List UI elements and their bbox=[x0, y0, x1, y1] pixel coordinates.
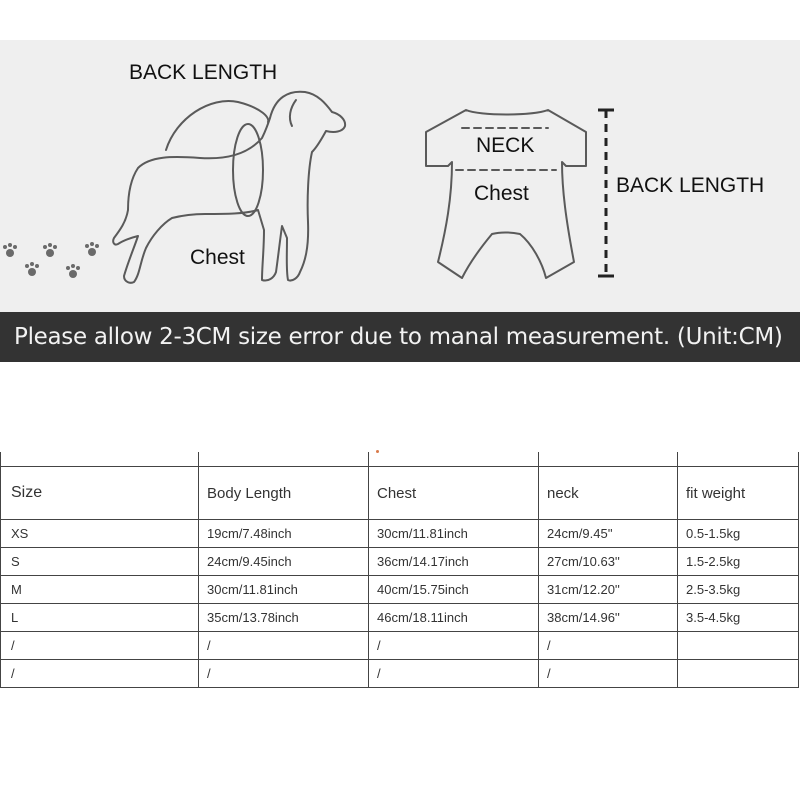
cell-chest: / bbox=[369, 632, 539, 660]
cell-body-length: 30cm/11.81inch bbox=[199, 576, 369, 604]
dog-back-length-label: BACK LENGTH bbox=[129, 61, 278, 84]
cell-fit-weight bbox=[678, 660, 799, 688]
cell-size: L bbox=[1, 604, 199, 632]
cell-body-length: 19cm/7.48inch bbox=[199, 520, 369, 548]
header-neck: neck bbox=[539, 467, 678, 520]
dog-chest-label: Chest bbox=[190, 246, 245, 269]
table-row bbox=[1, 660, 799, 688]
cell-fit-weight: 0.5-1.5kg bbox=[678, 520, 799, 548]
table-header-row bbox=[1, 467, 799, 520]
cell-neck: 27cm/10.63'' bbox=[539, 548, 678, 576]
cell-body-length: / bbox=[199, 660, 369, 688]
table-row bbox=[1, 548, 799, 576]
cell-neck: / bbox=[539, 660, 678, 688]
header-size: Size bbox=[1, 467, 199, 520]
cell-chest: / bbox=[369, 660, 539, 688]
cell-body-length: / bbox=[199, 632, 369, 660]
size-error-notice: Please allow 2-3CM size error due to manal measurement. (Unit:CM) bbox=[0, 312, 800, 362]
table-row bbox=[1, 520, 799, 548]
cell-fit-weight: 2.5-3.5kg bbox=[678, 576, 799, 604]
cell-fit-weight: 3.5-4.5kg bbox=[678, 604, 799, 632]
table-row bbox=[1, 576, 799, 604]
cell-size: / bbox=[1, 660, 199, 688]
garment-chest-label: Chest bbox=[474, 182, 529, 205]
cell-chest: 30cm/11.81inch bbox=[369, 520, 539, 548]
cell-neck: 31cm/12.20'' bbox=[539, 576, 678, 604]
cell-body-length: 24cm/9.45inch bbox=[199, 548, 369, 576]
header-chest: Chest bbox=[369, 467, 539, 520]
paw-prints-icon bbox=[3, 242, 99, 278]
size-chart-table bbox=[0, 452, 799, 688]
table-top-strip bbox=[1, 452, 799, 467]
header-fit-weight: fit weight bbox=[678, 467, 799, 520]
cell-size: XS bbox=[1, 520, 199, 548]
cell-neck: 24cm/9.45'' bbox=[539, 520, 678, 548]
cell-body-length: 35cm/13.78inch bbox=[199, 604, 369, 632]
cell-size: / bbox=[1, 632, 199, 660]
cell-chest: 40cm/15.75inch bbox=[369, 576, 539, 604]
cell-fit-weight: 1.5-2.5kg bbox=[678, 548, 799, 576]
cell-fit-weight bbox=[678, 632, 799, 660]
table-row bbox=[1, 604, 799, 632]
cell-size: M bbox=[1, 576, 199, 604]
cell-size: S bbox=[1, 548, 199, 576]
cell-neck: 38cm/14.96'' bbox=[539, 604, 678, 632]
garment-neck-label: NECK bbox=[476, 134, 535, 157]
table-row bbox=[1, 632, 799, 660]
garment-back-length-label: BACK LENGTH bbox=[616, 174, 765, 197]
cell-chest: 36cm/14.17inch bbox=[369, 548, 539, 576]
chest-loop bbox=[233, 124, 263, 216]
cell-neck: / bbox=[539, 632, 678, 660]
cell-chest: 46cm/18.11inch bbox=[369, 604, 539, 632]
header-body-length: Body Length bbox=[199, 467, 369, 520]
